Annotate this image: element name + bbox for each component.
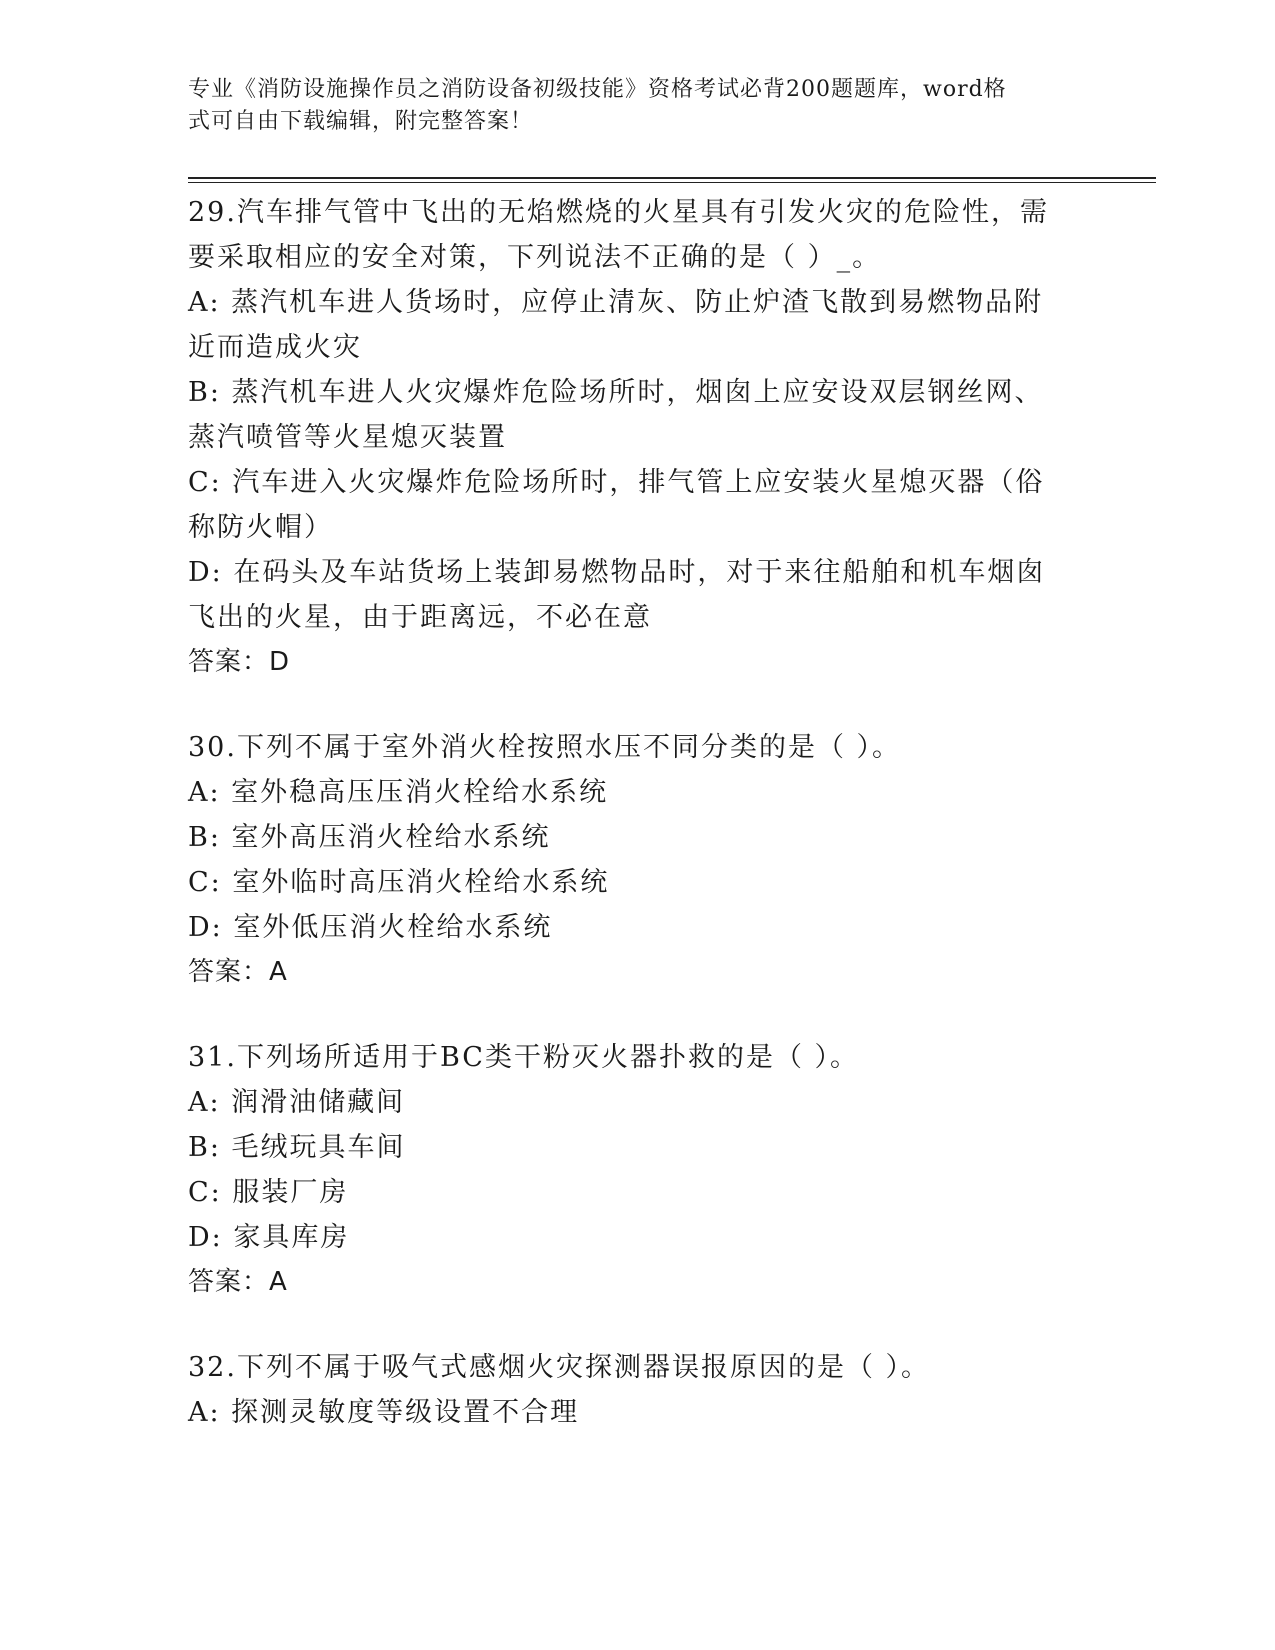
answer-line: 答案：A [188,957,288,987]
option-a: A: 蒸汽机车进人货场时，应停止清灰、防止炉渣飞散到易燃物品附近而造成火灾 [188,287,1044,363]
question-31 [188,1035,1088,1305]
header-line-1: 专业《消防设施操作员之消防设备初级技能》资格考试必背200题题库，word格 [188,77,1007,102]
header-rule-thin [188,182,1156,183]
option-b: B: 室外高压消火栓给水系统 [188,822,551,853]
option-c: C: 室外临时高压消火栓给水系统 [188,867,610,898]
header-line-2: 式可自由下载编辑，附完整答案！ [188,109,534,134]
document-header [188,74,1068,138]
question-stem: 30.下列不属于室外消火栓按照水压不同分类的是（ ）。 [188,732,902,763]
option-d: D: 室外低压消火栓给水系统 [188,912,553,943]
question-30 [188,725,1088,995]
header-rule-thick [188,177,1156,179]
option-c: C: 汽车进入火灾爆炸危险场所时，排气管上应安装火星熄灭器（俗称防火帽） [188,467,1045,543]
question-32 [188,1345,1088,1435]
option-a: A: 润滑油储藏间 [188,1087,406,1118]
option-d: D: 家具库房 [188,1222,350,1253]
question-29 [188,190,1088,685]
question-stem: 31.下列场所适用于BC类干粉灭火器扑救的是（ ）。 [188,1042,860,1073]
question-list [188,190,1088,1475]
option-b: B: 毛绒玩具车间 [188,1132,406,1163]
question-stem: 29.汽车排气管中飞出的无焰燃烧的火星具有引发火灾的危险性，需要采取相应的安全对策，下列说法不正确的是（ ）_。 [188,197,1049,273]
option-c: C: 服装厂房 [188,1177,349,1208]
option-a: A: 室外稳高压压消火栓给水系统 [188,777,609,808]
question-stem: 32.下列不属于吸气式感烟火灾探测器误报原因的是（ ）。 [188,1352,931,1383]
option-b: B: 蒸汽机车进人火灾爆炸危险场所时，烟囱上应安设双层钢丝网、蒸汽喷管等火星熄灭装置 [188,377,1044,453]
option-a: A: 探测灵敏度等级设置不合理 [188,1397,580,1428]
answer-line: 答案：A [188,1267,288,1297]
option-d: D: 在码头及车站货场上装卸易燃物品时，对于来往船舶和机车烟囱飞出的火星，由于距离远，不必在意 [188,557,1046,633]
answer-line: 答案：D [188,647,291,677]
